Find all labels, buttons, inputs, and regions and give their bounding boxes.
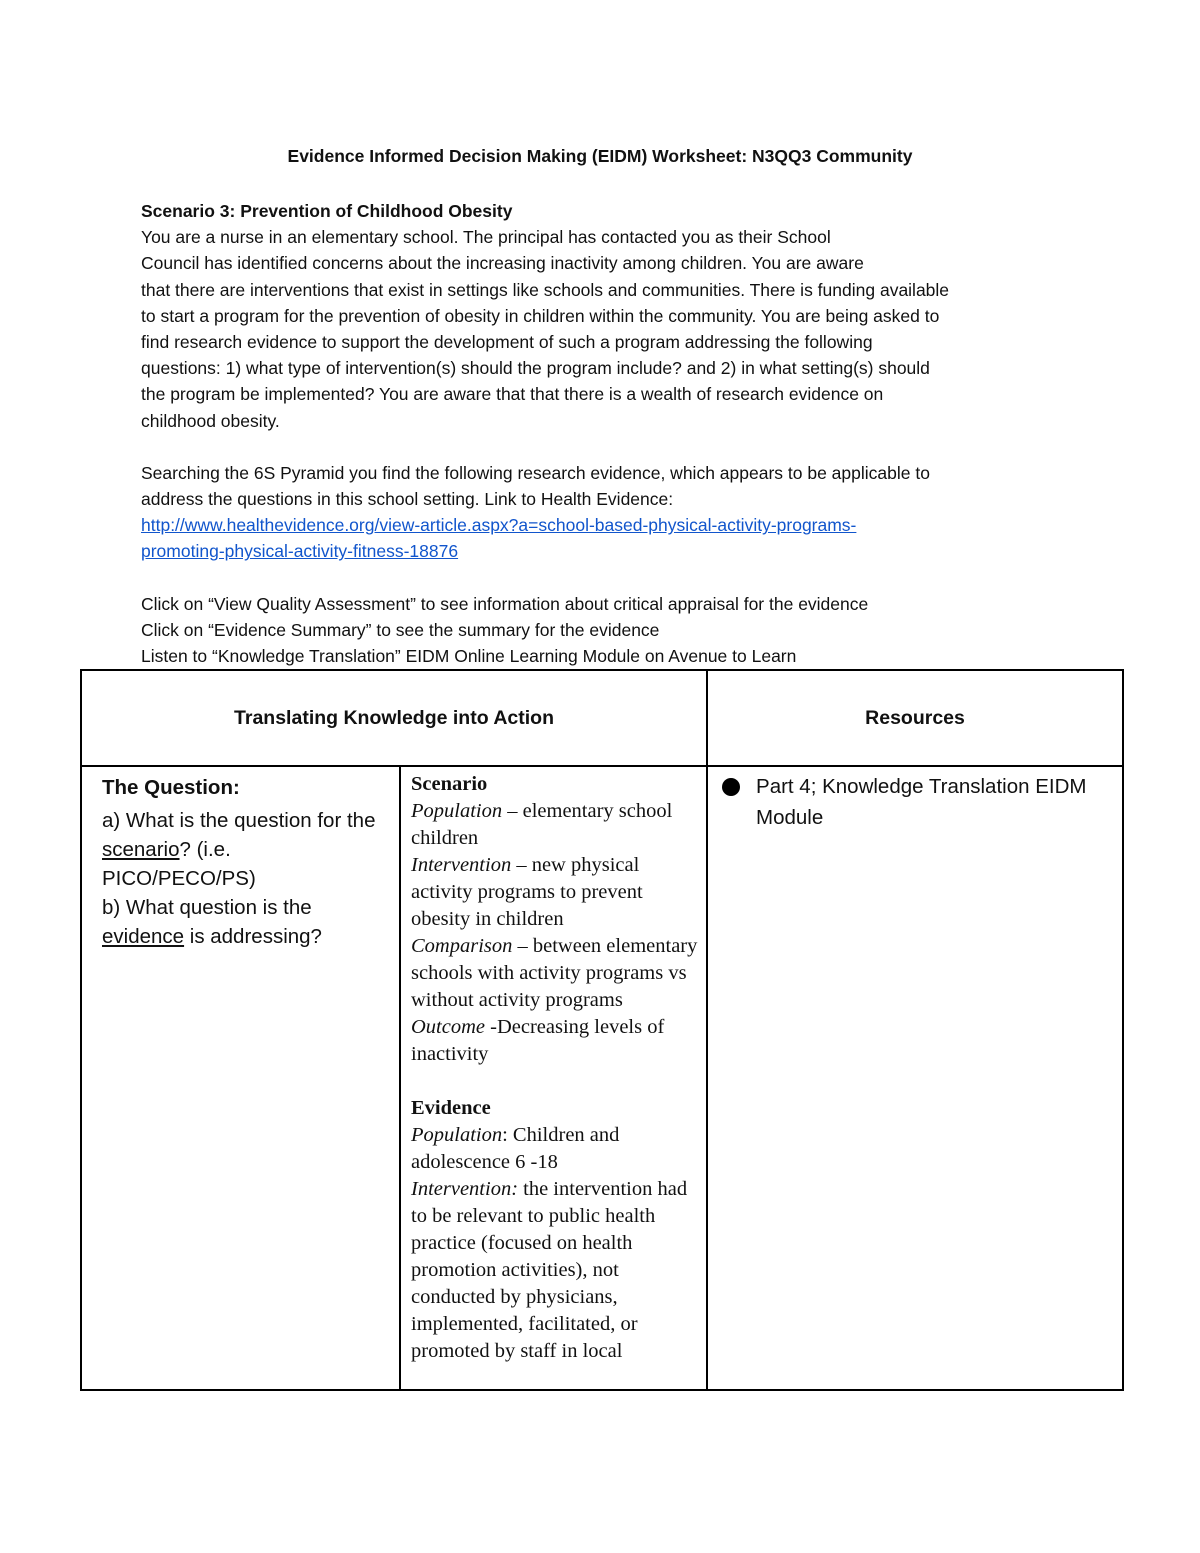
evidence-subheading: Evidence bbox=[411, 1097, 491, 1119]
search-line: address the questions in this school setting. Link to Health Evidence: bbox=[141, 489, 674, 510]
scenario-line: find research evidence to support the development of such a program addressing the following bbox=[141, 332, 873, 353]
bullet-icon bbox=[722, 778, 740, 796]
scenario-subheading: Scenario bbox=[411, 773, 488, 795]
resource-item: Part 4; Knowledge Translation EIDM Module bbox=[720, 771, 1108, 833]
question-a: a) What is the question for the scenario? (i.e. PICO/PECO/PS) bbox=[102, 809, 376, 890]
scenario-comparison: Comparison – between elementary schools with activity programs vs without activity programs bbox=[411, 935, 698, 1011]
health-evidence-link[interactable]: http://www.healthevidence.org/view-article.aspx?a=school-based-physical-activity-programs- bbox=[141, 515, 857, 536]
scenario-line: questions: 1) what type of intervention(s) should the program include? and 2) in what setting(s) should bbox=[141, 358, 930, 379]
scenario-line: to start a program for the prevention of obesity in children within the community. You are being asked to bbox=[141, 305, 940, 326]
evidence-population: Population: Children and adolescence 6 -18 bbox=[411, 1124, 620, 1173]
pico-cell bbox=[400, 766, 707, 1390]
intro-section bbox=[141, 198, 1071, 669]
scenario-intervention: Intervention – new physical activity programs to prevent obesity in children bbox=[411, 854, 643, 930]
page-title: Evidence Informed Decision Making (EIDM) Worksheet: N3QQ3 Community bbox=[287, 146, 913, 166]
question-title: The Question: bbox=[102, 776, 240, 799]
instruction-line: Listen to “Knowledge Translation” EIDM Online Learning Module on Avenue to Learn bbox=[141, 646, 797, 667]
scenario-population: Population – elementary school children bbox=[411, 800, 673, 849]
scenario-line: that there are interventions that exist in settings like schools and communities. There is funding available bbox=[141, 279, 950, 300]
table-header-left: Translating Knowledge into Action bbox=[81, 670, 707, 766]
search-line: Searching the 6S Pyramid you find the following research evidence, which appears to be applicable to bbox=[141, 462, 930, 483]
scenario-line: the program be implemented? You are aware that that there is a wealth of research evidence on bbox=[141, 384, 884, 405]
question-cell bbox=[81, 766, 400, 1390]
scenario-line: You are a nurse in an elementary school. The principal has contacted you as their School bbox=[141, 227, 831, 248]
resources-cell bbox=[707, 766, 1123, 1390]
scenario-line: childhood obesity. bbox=[141, 410, 280, 431]
evidence-intervention: Intervention: the intervention had to be relevant to public health practice (focused on health promotion activities), not conducted by physicians, implemented, facilitated, or promoted by staff in local bbox=[411, 1178, 688, 1362]
eidm-table bbox=[80, 669, 1124, 1391]
health-evidence-link[interactable]: promoting-physical-activity-fitness-18876 bbox=[141, 541, 459, 562]
table-header-resources: Resources bbox=[707, 670, 1123, 766]
instruction-line: Click on “Evidence Summary” to see the summary for the evidence bbox=[141, 619, 660, 640]
instruction-line: Click on “View Quality Assessment” to see information about critical appraisal for the evidence bbox=[141, 593, 869, 614]
question-b: b) What question is the evidence is addressing? bbox=[102, 896, 322, 948]
scenario-outcome: Outcome -Decreasing levels of inactivity bbox=[411, 1016, 665, 1065]
scenario-heading: Scenario 3: Prevention of Childhood Obesity bbox=[141, 201, 513, 221]
scenario-line: Council has identified concerns about the increasing inactivity among children. You are aware bbox=[141, 253, 864, 274]
